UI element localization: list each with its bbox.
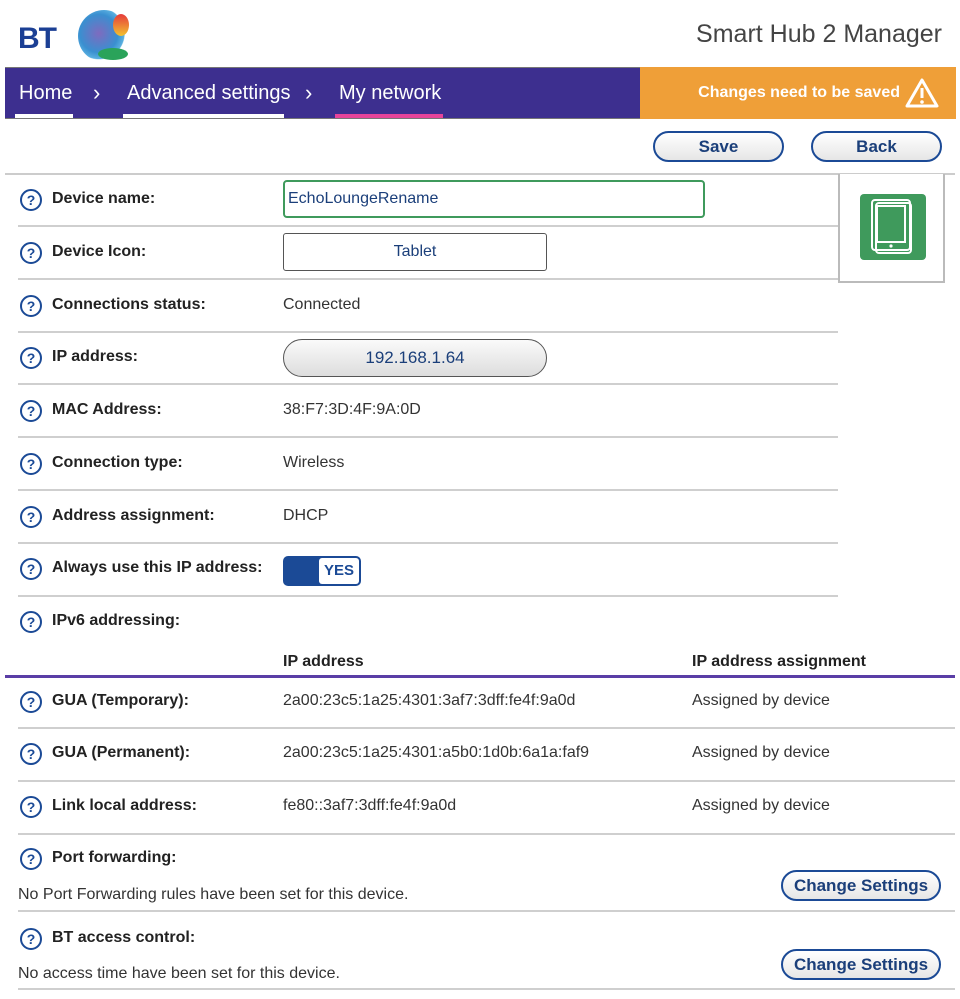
unsaved-warning [640, 67, 956, 119]
help-icon[interactable]: ? [20, 400, 42, 422]
mac-value: 38:F7:3D:4F:9A:0D [283, 401, 421, 418]
row-ip-address [18, 333, 838, 385]
breadcrumb [5, 67, 640, 119]
label: Device Icon: [52, 243, 147, 260]
col-ip-header: IP address [283, 653, 364, 670]
device-name-input[interactable] [283, 180, 705, 218]
row-always-use-ip [18, 544, 838, 597]
crumb-advanced-settings[interactable]: Advanced settings [127, 82, 291, 104]
ipv6-address: 2a00:23c5:1a25:4301:a5b0:1d0b:6a1a:faf9 [283, 744, 590, 761]
ipv6-address: fe80::3af7:3dff:fe4f:9a0d [283, 797, 457, 814]
col-assign-header: IP address assignment [692, 653, 866, 670]
help-icon[interactable]: ? [20, 796, 42, 818]
help-icon[interactable]: ? [20, 611, 42, 633]
row-address-assignment [18, 491, 838, 544]
label: Link local address: [52, 797, 197, 814]
ipv6-assignment: Assigned by device [692, 744, 830, 761]
chevron-right-icon: › [305, 80, 313, 105]
help-icon[interactable]: ? [20, 691, 42, 713]
logo-text: BT [18, 22, 56, 55]
port-forwarding-change-settings-button[interactable]: Change Settings [781, 870, 941, 901]
label: GUA (Permanent): [52, 744, 191, 761]
label: GUA (Temporary): [52, 692, 189, 709]
label: BT access control: [52, 929, 196, 946]
port-forwarding-text: No Port Forwarding rules have been set for this device. [18, 886, 409, 903]
row-connection-type [18, 438, 838, 491]
always-use-ip-toggle[interactable] [283, 556, 361, 586]
crumb-home[interactable]: Home [19, 82, 73, 104]
row-access-control [18, 912, 955, 990]
label: Address assignment: [52, 507, 215, 524]
row-connection-status [18, 280, 838, 333]
tablet-icon [860, 194, 926, 260]
row-device-icon [18, 227, 838, 280]
bt-logo [18, 8, 133, 60]
chevron-right-icon: › [93, 80, 101, 105]
label: IP address: [52, 348, 138, 365]
help-icon[interactable]: ? [20, 347, 42, 369]
connection-type-value: Wireless [283, 454, 345, 471]
ipv6-address: 2a00:23c5:1a25:4301:3af7:3dff:fe4f:9a0d [283, 692, 576, 709]
label: Connection type: [52, 454, 183, 471]
help-icon[interactable]: ? [20, 743, 42, 765]
address-assignment-value: DHCP [283, 507, 329, 524]
row-ipv6 [18, 597, 838, 647]
ip-address-button[interactable]: 192.168.1.64 [283, 339, 547, 377]
ipv6-table-header [5, 647, 955, 678]
help-icon[interactable]: ? [20, 189, 42, 211]
save-button[interactable]: Save [653, 131, 784, 162]
help-icon[interactable]: ? [20, 506, 42, 528]
warning-text: Changes need to be saved [698, 84, 900, 101]
ipv6-row [18, 782, 955, 835]
ipv6-assignment: Assigned by device [692, 692, 830, 709]
row-port-forwarding [18, 835, 955, 912]
crumb-my-network[interactable]: My network [339, 82, 442, 104]
label: Port forwarding: [52, 849, 177, 866]
back-button[interactable]: Back [811, 131, 942, 162]
label: MAC Address: [52, 401, 162, 418]
access-control-text: No access time have been set for this device. [18, 965, 340, 982]
warning-icon [904, 77, 940, 109]
toggle-label: YES [319, 558, 359, 584]
ipv6-assignment: Assigned by device [692, 797, 830, 814]
ipv6-row [18, 678, 955, 729]
label: IPv6 addressing: [52, 612, 181, 629]
help-icon[interactable]: ? [20, 848, 42, 870]
help-icon[interactable]: ? [20, 295, 42, 317]
help-icon[interactable]: ? [20, 242, 42, 264]
row-mac-address [18, 385, 838, 438]
label: Device name: [52, 190, 156, 207]
help-icon[interactable]: ? [20, 928, 42, 950]
app-title: Smart Hub 2 Manager [696, 20, 942, 48]
device-icon-preview [838, 174, 945, 283]
help-icon[interactable]: ? [20, 453, 42, 475]
row-device-name [18, 174, 838, 227]
help-icon[interactable]: ? [20, 558, 42, 580]
connection-status-value: Connected [283, 296, 361, 313]
label: Always use this IP address: [52, 559, 263, 576]
access-control-change-settings-button[interactable]: Change Settings [781, 949, 941, 980]
ipv6-row [18, 729, 955, 782]
device-icon-select[interactable]: Tablet [283, 233, 547, 271]
label: Connections status: [52, 296, 206, 313]
